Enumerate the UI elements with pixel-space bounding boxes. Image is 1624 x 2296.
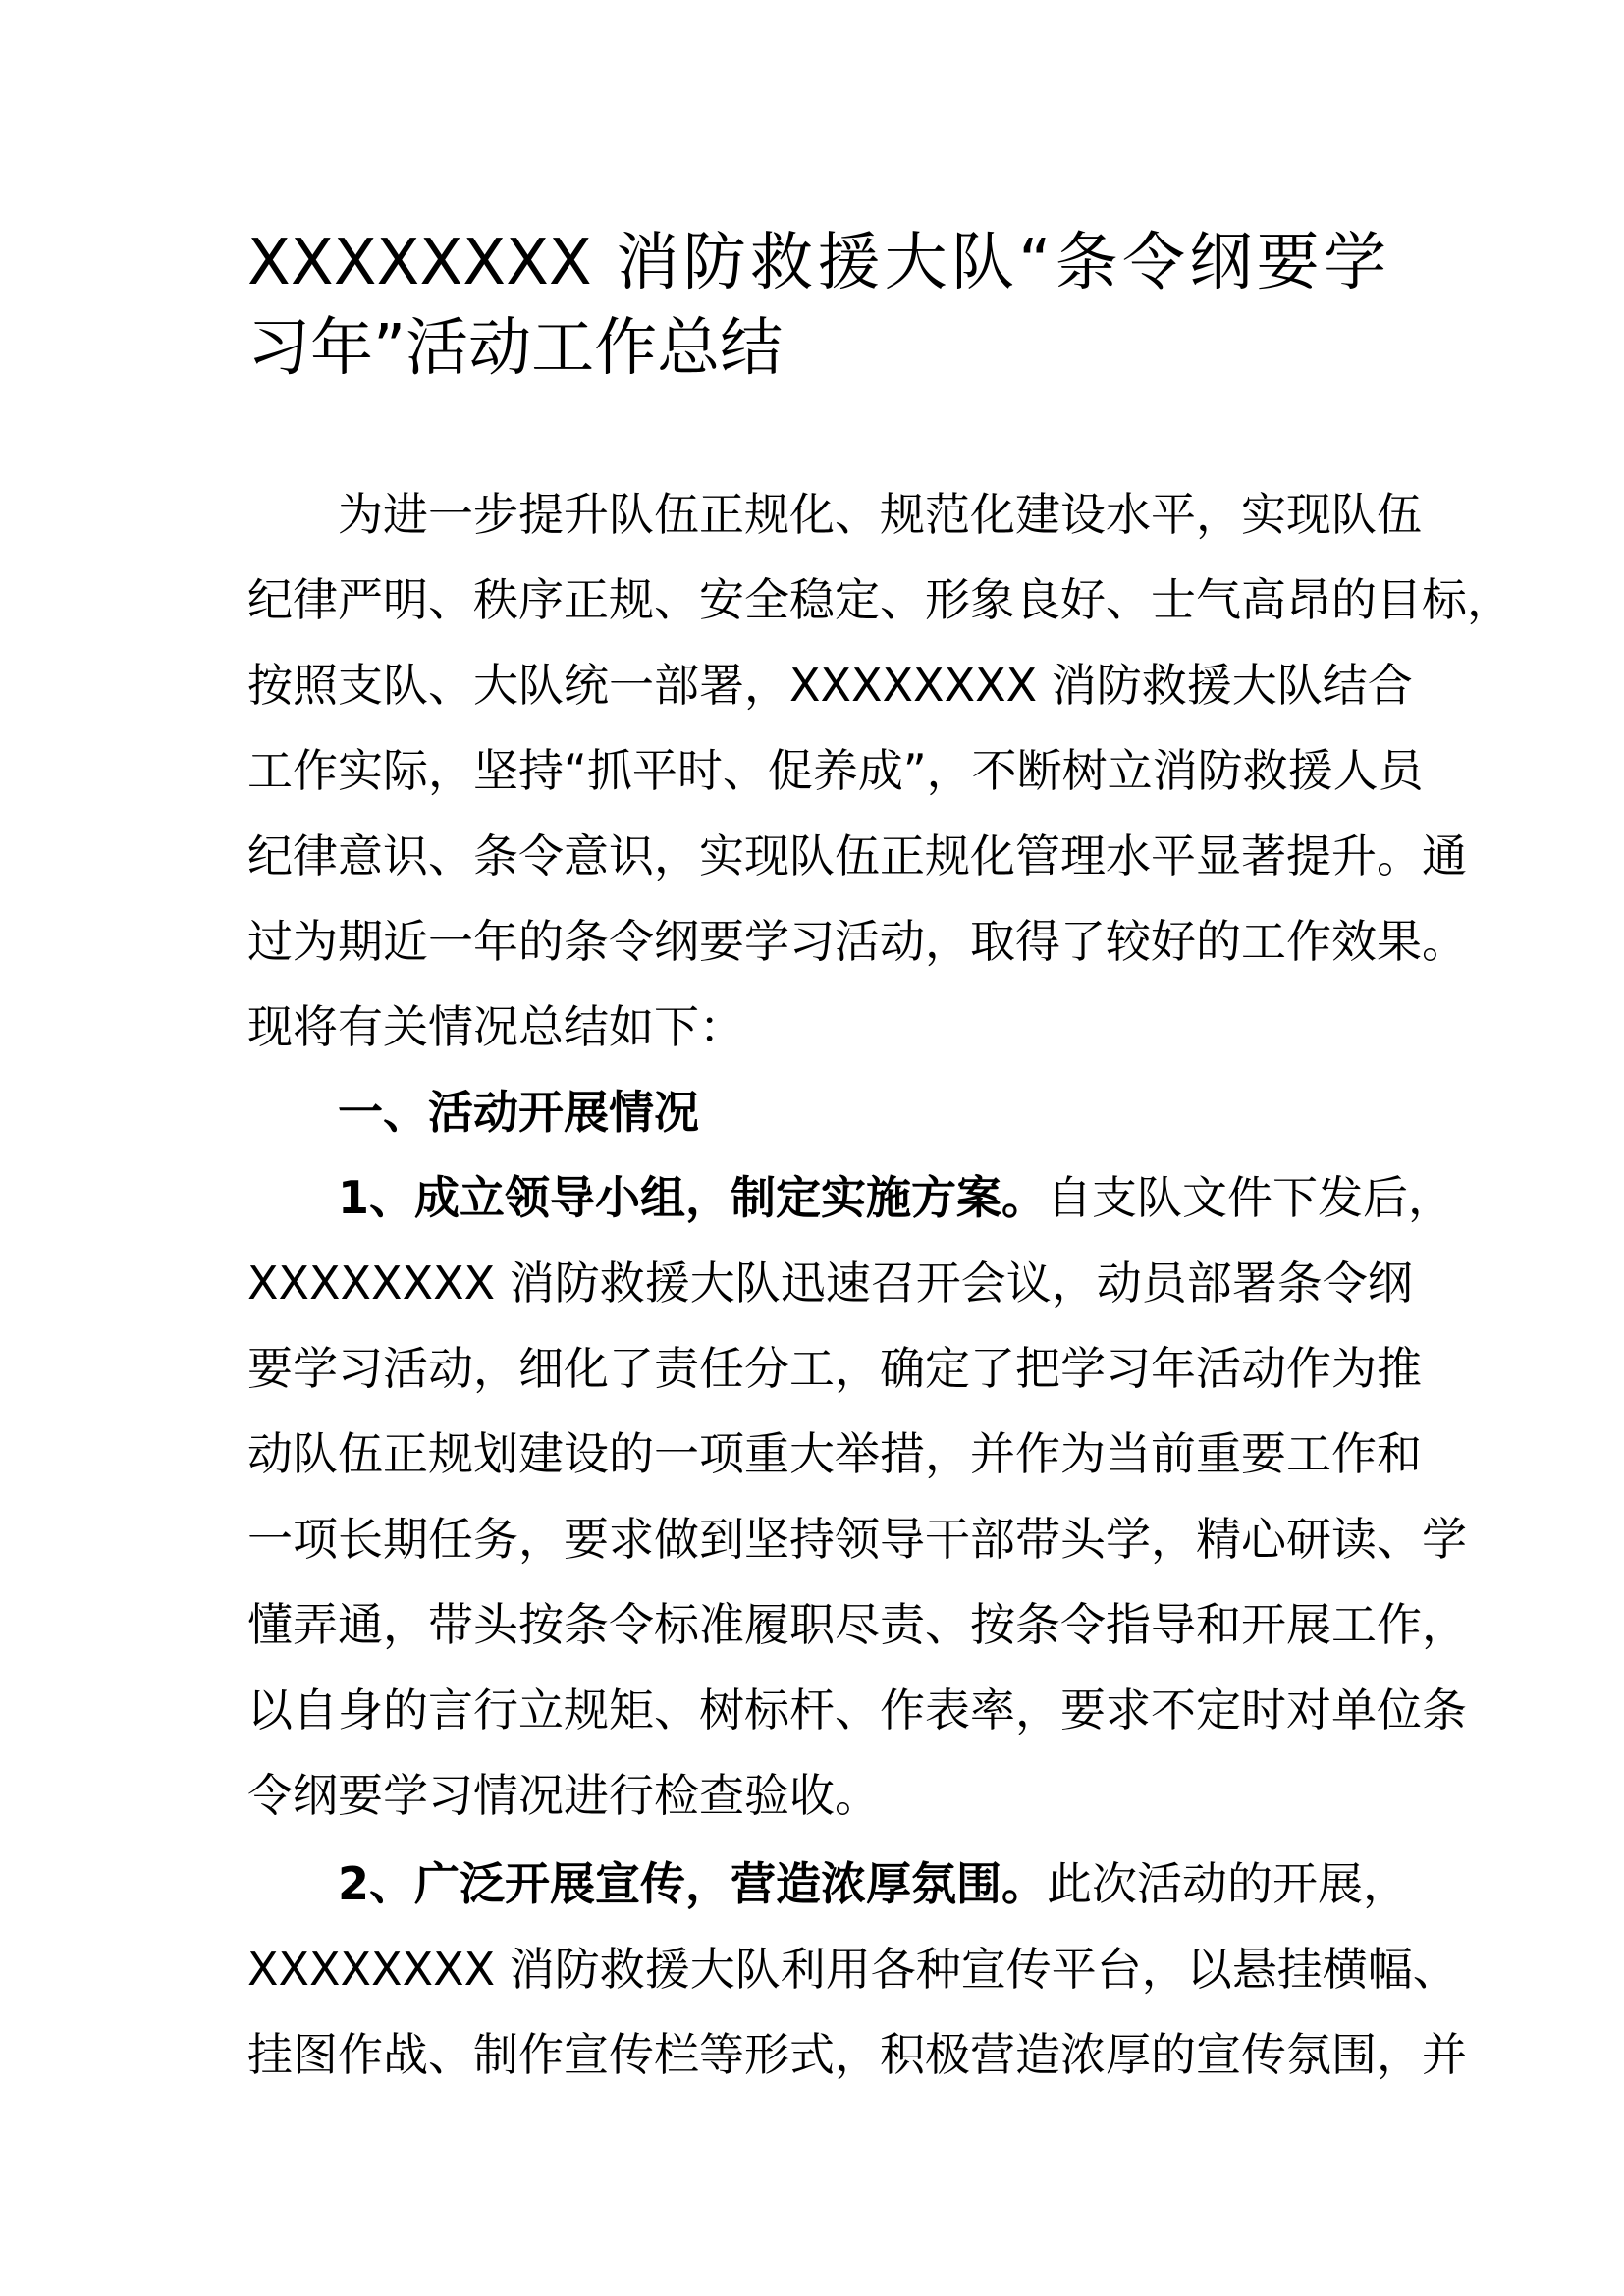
text-line: 纪律意识、条令意识，实现队伍正规化管理水平显著提升。通 [247,829,1467,882]
paragraph-text: 此次活动的开展， [1047,1857,1409,1910]
title-line: 习年”活动工作总结 [247,312,784,385]
text-line: 令纲要学习情况进行检查验收。 [247,1769,880,1822]
text-line: 以自身的言行立规矩、树标杆、作表率，要求不定时对单位条 [247,1683,1467,1736]
section-heading-text: 一、活动开展情况 [338,1086,699,1139]
text-line: 要学习活动，细化了责任分工，确定了把学习年活动作为推 [247,1342,1422,1395]
section-heading [247,1070,1384,1155]
text-line: 过为期近一年的条令纲要学习活动，取得了较好的工作效果。 [247,915,1467,968]
text-line: XXXXXXXX 消防救援大队迅速召开会议，动员部署条令纲 [247,1256,1413,1309]
paragraph-2 [247,1842,1467,2098]
text-line: 工作实际，坚持“抓平时、促养成”，不断树立消防救援人员 [247,744,1424,797]
text-line: 动队伍正规划建设的一项重大举措，并作为当前重要工作和 [247,1427,1422,1480]
text-line: 懂弄通，带头按条令标准履职尽责、按条令指导和开展工作， [247,1598,1467,1651]
paragraph-lead: 2、广泛开展宣传，营造浓厚氛围。 [338,1857,1048,1910]
text-line: 现将有关情况总结如下： [247,1000,744,1053]
text-line: 一项长期任务，要求做到坚持领导干部带头学，精心研读、学 [247,1513,1467,1566]
text-line: 挂图作战、制作宣传栏等形式，积极营造浓厚的宣传氛围，并 [247,2028,1467,2081]
text-line: 为进一步提升队伍正规化、规范化建设水平，实现队伍 [338,488,1422,541]
text-line: 纪律严明、秩序正规、安全稳定、形象良好、士气高昂的目标， [247,573,1512,626]
text-line: XXXXXXXX 消防救援大队利用各种宣传平台，以悬挂横幅、 [247,1943,1458,1996]
paragraph-text: 自支队文件下发后， [1047,1171,1454,1224]
text-line: 按照支队、大队统一部署，XXXXXXXX 消防救援大队结合 [247,659,1413,712]
text-line [247,1155,1454,1241]
document-body [247,472,1512,2098]
paragraph-1 [247,1155,1467,1839]
intro-paragraph [247,472,1512,1070]
paragraph-lead: 1、成立领导小组，制定实施方案。 [338,1171,1048,1224]
title-line: XXXXXXXX 消防救援大队“条令纲要学 [247,227,1386,299]
document-title [247,221,1386,392]
text-line [247,1842,1409,1927]
